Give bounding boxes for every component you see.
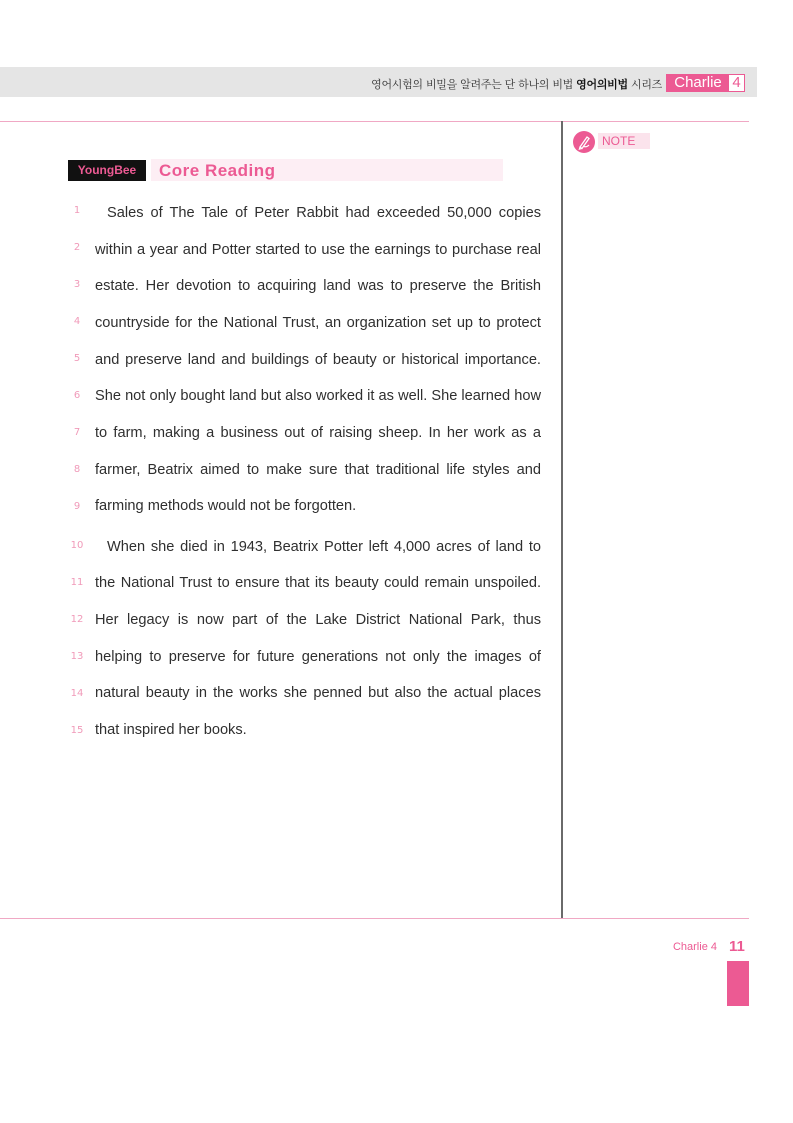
- line-number: 8: [73, 464, 81, 475]
- series-title: [371, 76, 662, 92]
- line-number: 15: [70, 725, 84, 736]
- series-title-suffix: 시리즈: [627, 78, 662, 91]
- line-number: 6: [73, 390, 81, 401]
- passage-line: helping to preserve for future generations not only the images of: [95, 649, 541, 665]
- pen-hand-icon: [573, 131, 595, 153]
- line-number: 10: [70, 540, 84, 551]
- passage-line: natural beauty in the works she penned but also the actual places: [95, 685, 541, 701]
- series-title-prefix: 영어시험의 비밀을 알려주는 단 하나의 비법: [371, 78, 577, 91]
- brand-logo: [666, 74, 745, 92]
- brand-name: Charlie: [667, 75, 729, 91]
- line-number: 9: [73, 501, 81, 512]
- series-title-bold: 영어의비법: [576, 78, 628, 91]
- bottom-divider: [0, 918, 749, 919]
- passage-line: farming methods would not be forgotten.: [95, 498, 357, 514]
- passage-line: that inspired her books.: [95, 722, 247, 738]
- column-divider: [561, 121, 563, 919]
- passage-line: estate. Her devotion to acquiring land was to preserve the British: [95, 278, 541, 294]
- line-number: 4: [73, 316, 81, 327]
- top-divider: [0, 121, 749, 122]
- footer-book-label: Charlie 4: [672, 941, 717, 953]
- note-label: NOTE: [598, 133, 650, 149]
- line-number: 13: [70, 651, 84, 662]
- passage-line: Her legacy is now part of the Lake District National Park, thus: [95, 612, 541, 628]
- passage-line: within a year and Potter started to use the earnings to purchase real: [95, 242, 541, 258]
- passage-line: Sales of The Tale of Peter Rabbit had exceeded 50,000 copies: [107, 205, 541, 221]
- line-number: 11: [70, 577, 84, 588]
- line-number: 7: [73, 427, 81, 438]
- line-number: 5: [73, 353, 81, 364]
- passage-line: the National Trust to ensure that its beauty could remain unspoiled.: [95, 575, 541, 591]
- section-title: Core Reading: [159, 161, 276, 180]
- line-number: 3: [73, 279, 81, 290]
- passage-line: She not only bought land but also worked it as well. She learned how: [95, 388, 541, 404]
- passage-line: countryside for the National Trust, an organization set up to protect: [95, 315, 541, 331]
- page-tab: [727, 961, 749, 1006]
- line-number: 12: [70, 614, 84, 625]
- passage-line: and preserve land and buildings of beauty or historical importance.: [95, 352, 541, 368]
- line-number: 2: [73, 242, 81, 253]
- passage-line: farmer, Beatrix aimed to make sure that traditional life styles and: [95, 462, 541, 478]
- section-badge: YoungBee: [68, 160, 146, 181]
- line-number: 1: [73, 205, 81, 216]
- passage-line: to farm, making a business out of raising sheep. In her work as a: [95, 425, 541, 441]
- page-number: 11: [729, 938, 745, 955]
- brand-number: 4: [732, 74, 741, 91]
- line-number: 14: [70, 688, 84, 699]
- passage-line: When she died in 1943, Beatrix Potter left 4,000 acres of land to: [107, 539, 541, 555]
